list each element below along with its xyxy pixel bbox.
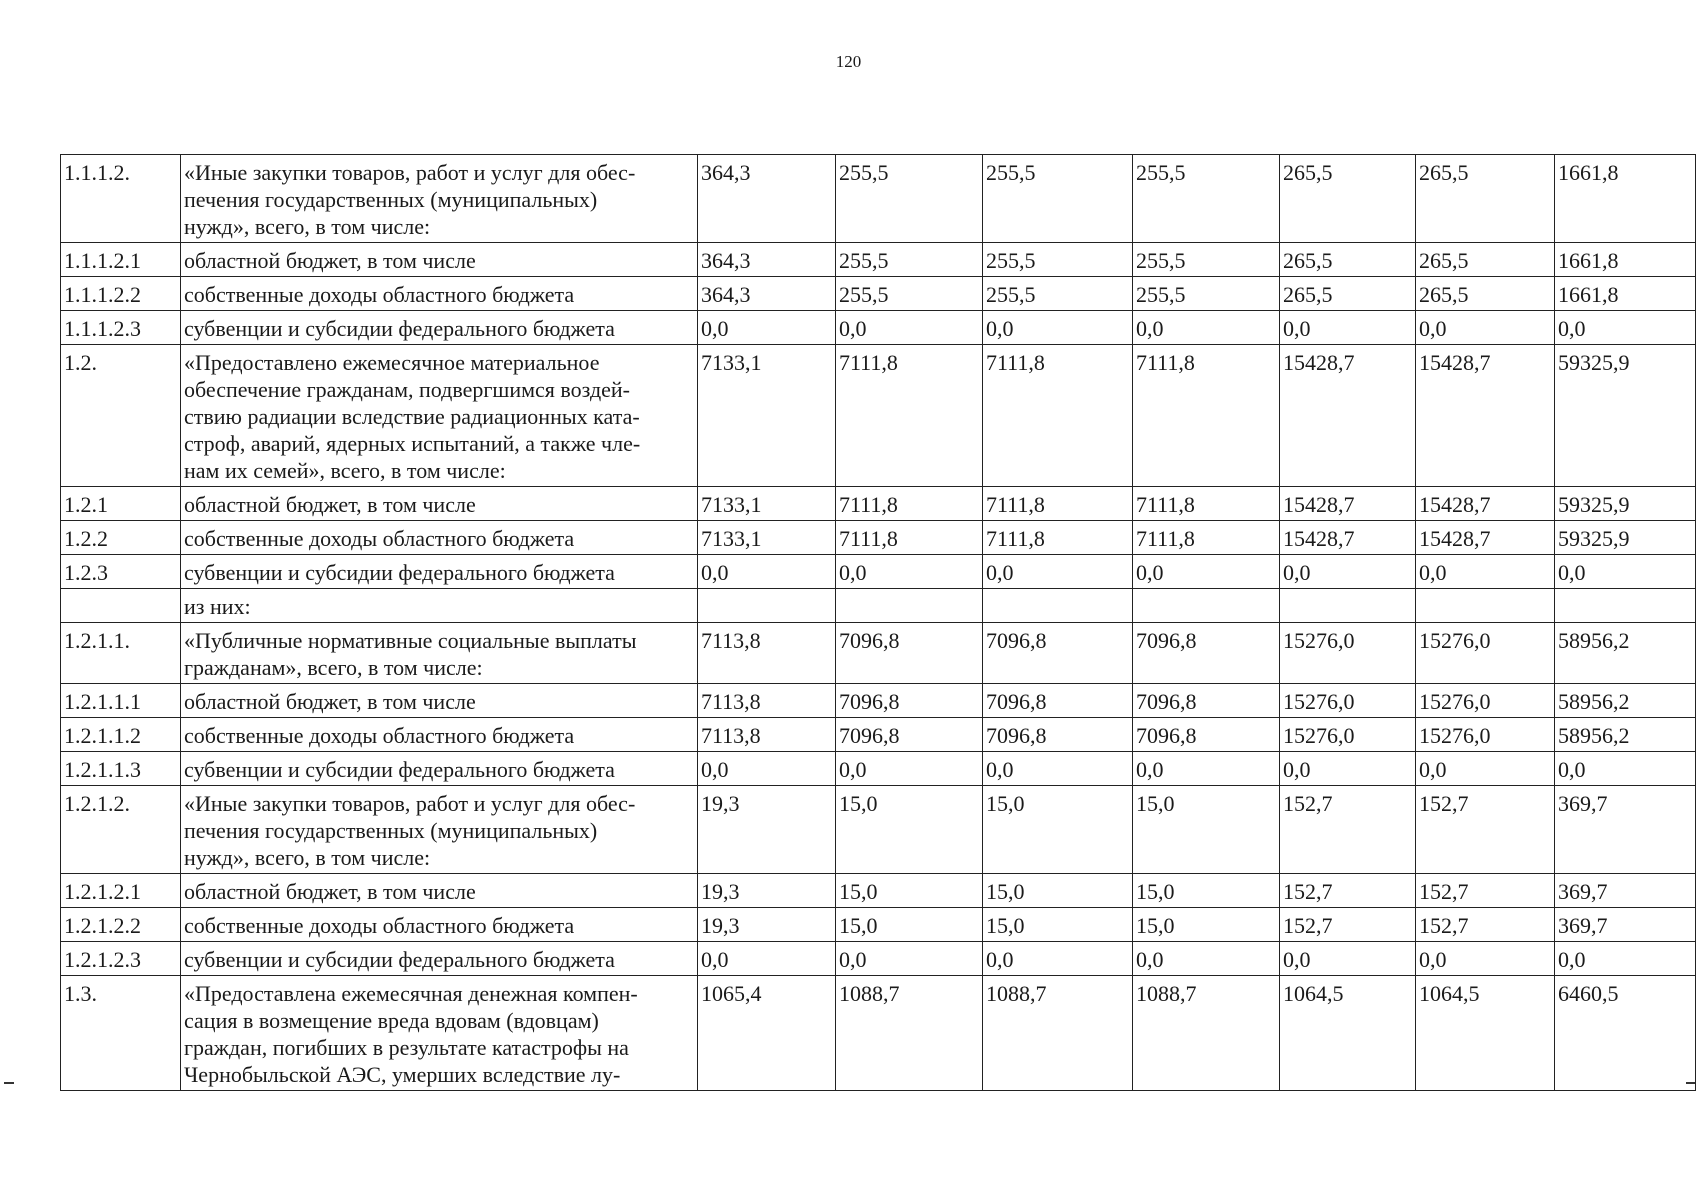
row-value: 152,7: [1416, 908, 1555, 942]
budget-table: [60, 154, 1696, 1091]
row-value: 15428,7: [1416, 521, 1555, 555]
row-code: 1.1.1.2.3: [61, 311, 181, 345]
row-value: 7096,8: [1133, 623, 1280, 684]
row-value: 1088,7: [836, 976, 983, 1091]
row-value: 1088,7: [1133, 976, 1280, 1091]
table-row: [61, 155, 1696, 243]
row-code: 1.1.1.2.: [61, 155, 181, 243]
row-name: областной бюджет, в том числе: [181, 243, 698, 277]
row-value: 7133,1: [698, 487, 836, 521]
row-value: 255,5: [983, 155, 1133, 243]
row-value: 15,0: [836, 908, 983, 942]
row-value: 255,5: [1133, 155, 1280, 243]
row-value: 364,3: [698, 243, 836, 277]
page-number: 120: [835, 52, 862, 71]
row-value: 1661,8: [1555, 155, 1696, 243]
row-name: областной бюджет, в том числе: [181, 874, 698, 908]
row-value: 152,7: [1280, 908, 1416, 942]
row-value: 7111,8: [836, 487, 983, 521]
row-value: 265,5: [1280, 277, 1416, 311]
table-row: [61, 277, 1696, 311]
row-value: 1064,5: [1280, 976, 1416, 1091]
row-value: [1133, 589, 1280, 623]
row-value: 19,3: [698, 786, 836, 874]
row-code: 1.2.1.1.: [61, 623, 181, 684]
row-value: 15276,0: [1280, 684, 1416, 718]
row-value: 0,0: [983, 752, 1133, 786]
row-value: 7113,8: [698, 623, 836, 684]
table-row: [61, 942, 1696, 976]
table-row: [61, 684, 1696, 718]
row-value: 0,0: [1555, 555, 1696, 589]
row-value: 7133,1: [698, 345, 836, 487]
row-value: 58956,2: [1555, 718, 1696, 752]
row-name: субвенции и субсидии федерального бюджета: [181, 311, 698, 345]
row-value: 59325,9: [1555, 345, 1696, 487]
row-value: 7113,8: [698, 718, 836, 752]
row-value: 0,0: [1133, 942, 1280, 976]
row-value: 7096,8: [836, 623, 983, 684]
row-value: 59325,9: [1555, 487, 1696, 521]
table-row: [61, 487, 1696, 521]
table-row: [61, 718, 1696, 752]
row-name: «Иные закупки товаров, работ и услуг для обес- печения государственных (муниципальных) нужд», всего, в том числе:: [181, 786, 698, 874]
table-row: [61, 589, 1696, 623]
table-row: [61, 311, 1696, 345]
row-value: 364,3: [698, 155, 836, 243]
table-row: [61, 555, 1696, 589]
row-value: 7133,1: [698, 521, 836, 555]
row-value: 265,5: [1280, 243, 1416, 277]
table-row: [61, 243, 1696, 277]
row-value: 364,3: [698, 277, 836, 311]
row-value: 0,0: [1555, 752, 1696, 786]
row-value: 255,5: [836, 277, 983, 311]
row-value: 0,0: [836, 311, 983, 345]
row-value: 1064,5: [1416, 976, 1555, 1091]
row-name: «Иные закупки товаров, работ и услуг для обес- печения государственных (муниципальных) нужд», всего, в том числе:: [181, 155, 698, 243]
row-value: 15428,7: [1280, 487, 1416, 521]
row-value: 0,0: [1416, 311, 1555, 345]
row-value: 19,3: [698, 874, 836, 908]
row-value: 265,5: [1416, 277, 1555, 311]
row-value: 15276,0: [1416, 623, 1555, 684]
row-value: 0,0: [1280, 311, 1416, 345]
row-name: собственные доходы областного бюджета: [181, 521, 698, 555]
row-value: 255,5: [983, 243, 1133, 277]
row-value: 15,0: [1133, 908, 1280, 942]
row-code: 1.2.1.2.1: [61, 874, 181, 908]
row-value: 15276,0: [1416, 718, 1555, 752]
row-value: 7111,8: [1133, 521, 1280, 555]
row-code: 1.2.1.2.2: [61, 908, 181, 942]
row-value: 7111,8: [836, 345, 983, 487]
row-value: [698, 589, 836, 623]
row-name: субвенции и субсидии федерального бюджета: [181, 555, 698, 589]
row-value: 7096,8: [983, 684, 1133, 718]
row-value: 0,0: [698, 555, 836, 589]
row-value: 0,0: [1555, 942, 1696, 976]
row-value: 7111,8: [983, 345, 1133, 487]
table-body: [61, 155, 1696, 1091]
row-value: 15,0: [1133, 874, 1280, 908]
row-value: 1065,4: [698, 976, 836, 1091]
row-value: 15276,0: [1280, 623, 1416, 684]
row-value: 15428,7: [1416, 345, 1555, 487]
row-code: 1.1.1.2.2: [61, 277, 181, 311]
row-name: «Публичные нормативные социальные выплаты гражданам», всего, в том числе:: [181, 623, 698, 684]
row-code: 1.2.1.1.3: [61, 752, 181, 786]
row-value: 15,0: [983, 786, 1133, 874]
table-row: [61, 345, 1696, 487]
row-value: 15,0: [836, 874, 983, 908]
row-value: 7111,8: [1133, 345, 1280, 487]
row-value: 0,0: [1133, 311, 1280, 345]
row-value: 369,7: [1555, 908, 1696, 942]
row-name: субвенции и субсидии федерального бюджета: [181, 752, 698, 786]
row-value: 58956,2: [1555, 684, 1696, 718]
row-value: 0,0: [698, 942, 836, 976]
table-row: [61, 623, 1696, 684]
row-value: 0,0: [1133, 752, 1280, 786]
table-row: [61, 908, 1696, 942]
row-code: 1.2.1: [61, 487, 181, 521]
row-value: 152,7: [1416, 786, 1555, 874]
row-value: 0,0: [698, 311, 836, 345]
left-edge-mark: [4, 1082, 14, 1084]
row-value: 58956,2: [1555, 623, 1696, 684]
row-value: 0,0: [983, 311, 1133, 345]
row-code: 1.3.: [61, 976, 181, 1091]
row-value: [983, 589, 1133, 623]
row-value: 15428,7: [1416, 487, 1555, 521]
table-row: [61, 752, 1696, 786]
row-value: 0,0: [1280, 942, 1416, 976]
row-value: 0,0: [1133, 555, 1280, 589]
row-value: 15,0: [983, 874, 1133, 908]
row-value: 7111,8: [983, 521, 1133, 555]
row-value: 265,5: [1416, 243, 1555, 277]
row-value: 255,5: [983, 277, 1133, 311]
row-value: 369,7: [1555, 874, 1696, 908]
row-value: 265,5: [1416, 155, 1555, 243]
row-code: 1.2.2: [61, 521, 181, 555]
row-value: 0,0: [1555, 311, 1696, 345]
row-value: 7111,8: [983, 487, 1133, 521]
row-value: 0,0: [983, 555, 1133, 589]
row-value: 152,7: [1416, 874, 1555, 908]
row-name: «Предоставлена ежемесячная денежная компен- сация в возмещение вреда вдовам (вдовцам) граждан, погибших в результате катастрофы на Чернобыльской АЭС, умерших вследствие лу-: [181, 976, 698, 1091]
row-value: 15,0: [836, 786, 983, 874]
row-name: областной бюджет, в том числе: [181, 684, 698, 718]
row-code: 1.1.1.2.1: [61, 243, 181, 277]
row-value: 7096,8: [983, 718, 1133, 752]
row-value: 19,3: [698, 908, 836, 942]
row-value: 0,0: [1416, 752, 1555, 786]
row-name: областной бюджет, в том числе: [181, 487, 698, 521]
row-value: 0,0: [1280, 752, 1416, 786]
row-name: собственные доходы областного бюджета: [181, 908, 698, 942]
row-value: 255,5: [836, 243, 983, 277]
row-name: «Предоставлено ежемесячное материальное обеспечение гражданам, подвергшимся воздей- ствию радиации вследствие радиационных ката- строф, аварий, ядерных испытаний, а также чле- нам их семей», всего, в том числе:: [181, 345, 698, 487]
row-value: 6460,5: [1555, 976, 1696, 1091]
row-value: 7096,8: [983, 623, 1133, 684]
row-value: 255,5: [836, 155, 983, 243]
row-value: 0,0: [836, 752, 983, 786]
row-code: [61, 589, 181, 623]
row-value: 7113,8: [698, 684, 836, 718]
row-value: 1088,7: [983, 976, 1133, 1091]
row-code: 1.2.1.2.: [61, 786, 181, 874]
row-value: 15276,0: [1280, 718, 1416, 752]
row-value: 59325,9: [1555, 521, 1696, 555]
row-name: собственные доходы областного бюджета: [181, 277, 698, 311]
row-value: 152,7: [1280, 874, 1416, 908]
row-code: 1.2.1.1.2: [61, 718, 181, 752]
row-value: 15428,7: [1280, 521, 1416, 555]
row-value: [836, 589, 983, 623]
row-code: 1.2.1.1.1: [61, 684, 181, 718]
row-value: 369,7: [1555, 786, 1696, 874]
row-value: 7096,8: [1133, 684, 1280, 718]
table-row: [61, 976, 1696, 1091]
row-value: 255,5: [1133, 277, 1280, 311]
table-row: [61, 521, 1696, 555]
row-name: собственные доходы областного бюджета: [181, 718, 698, 752]
table-row: [61, 874, 1696, 908]
row-value: 152,7: [1280, 786, 1416, 874]
row-value: 0,0: [983, 942, 1133, 976]
row-name: из них:: [181, 589, 698, 623]
row-value: 255,5: [1133, 243, 1280, 277]
row-value: 0,0: [1416, 555, 1555, 589]
row-value: 15428,7: [1280, 345, 1416, 487]
row-value: 15276,0: [1416, 684, 1555, 718]
row-name: субвенции и субсидии федерального бюджета: [181, 942, 698, 976]
row-value: 7096,8: [836, 718, 983, 752]
row-value: 0,0: [698, 752, 836, 786]
row-value: [1280, 589, 1416, 623]
row-code: 1.2.3: [61, 555, 181, 589]
row-code: 1.2.1.2.3: [61, 942, 181, 976]
row-value: 7096,8: [1133, 718, 1280, 752]
row-value: 7096,8: [836, 684, 983, 718]
row-value: 1661,8: [1555, 277, 1696, 311]
row-value: 0,0: [1416, 942, 1555, 976]
row-value: 1661,8: [1555, 243, 1696, 277]
row-value: 7111,8: [1133, 487, 1280, 521]
row-value: 265,5: [1280, 155, 1416, 243]
row-value: 15,0: [983, 908, 1133, 942]
table-row: [61, 786, 1696, 874]
row-code: 1.2.: [61, 345, 181, 487]
row-value: 0,0: [1280, 555, 1416, 589]
row-value: [1555, 589, 1696, 623]
row-value: 7111,8: [836, 521, 983, 555]
row-value: 0,0: [836, 942, 983, 976]
row-value: 0,0: [836, 555, 983, 589]
row-value: [1416, 589, 1555, 623]
row-value: 15,0: [1133, 786, 1280, 874]
